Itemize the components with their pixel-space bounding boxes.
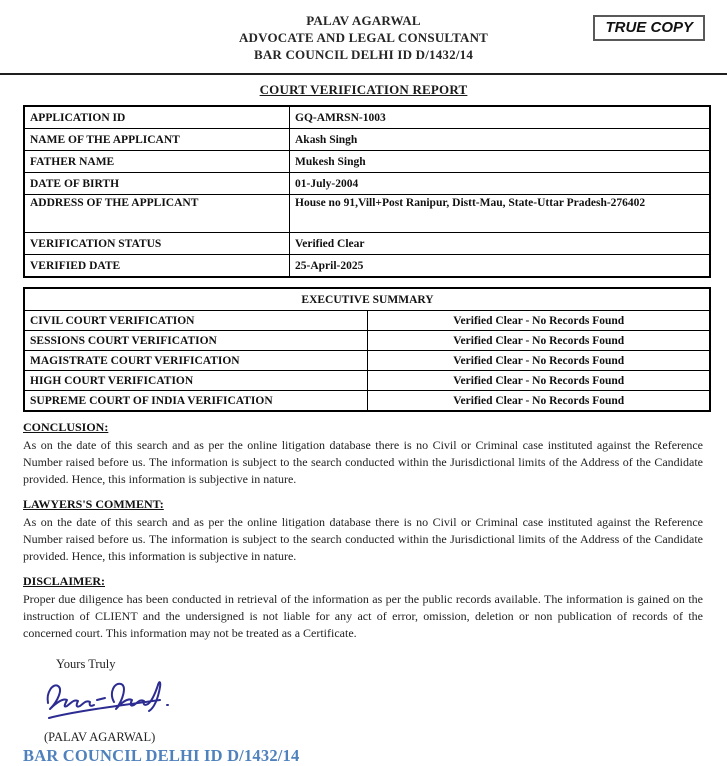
field-label: DATE OF BIRTH [24, 173, 290, 195]
court-label: SESSIONS COURT VERIFICATION [24, 331, 367, 351]
lawyers-comment-section [23, 497, 703, 565]
table-row [24, 195, 710, 233]
letterhead-name: PALAV AGARWAL [306, 13, 421, 28]
field-label: NAME OF THE APPLICANT [24, 129, 290, 151]
field-value: House no 91,Vill+Post Ranipur, Distt-Mau, State-Uttar Pradesh-276402 [290, 195, 711, 233]
section-heading: CONCLUSION: [23, 420, 109, 434]
narrative-sections [23, 420, 703, 642]
table-row [24, 255, 710, 278]
field-value: Mukesh Singh [290, 151, 711, 173]
court-result: Verified Clear - No Records Found [367, 351, 710, 371]
court-label: SUPREME COURT OF INDIA VERIFICATION [24, 391, 367, 412]
field-value: Akash Singh [290, 129, 711, 151]
letterhead-divider [0, 73, 727, 75]
court-label: MAGISTRATE COURT VERIFICATION [24, 351, 367, 371]
letterhead-bar-id: BAR COUNCIL DELHI ID D/1432/14 [253, 47, 474, 62]
executive-summary-title: EXECUTIVE SUMMARY [24, 288, 710, 311]
section-body: As on the date of this search and as per the online litigation database there is no Civil or Criminal case instituted against the Reference Number raised before us. The information is subject to the search conducted within the Jurisdictional limits of the Address of the Candidate provided. Hence, this information is subjective in nature. [23, 438, 703, 486]
table-row [24, 233, 710, 255]
salutation: Yours Truly [56, 657, 116, 671]
applicant-details-table [23, 105, 711, 278]
table-row [24, 331, 710, 351]
field-label: VERIFIED DATE [24, 255, 290, 278]
signature [36, 676, 727, 728]
executive-summary-header [24, 288, 710, 311]
table-row [24, 173, 710, 195]
court-label: CIVIL COURT VERIFICATION [24, 311, 367, 331]
conclusion-section [23, 420, 703, 488]
signature-ink-icon [36, 676, 186, 728]
court-label: HIGH COURT VERIFICATION [24, 371, 367, 391]
table-row [24, 106, 710, 129]
letterhead-subtitle: ADVOCATE AND LEGAL CONSULTANT [238, 30, 489, 45]
closing-bar-id: BAR COUNCIL DELHI ID D/1432/14 [23, 746, 300, 765]
field-label: VERIFICATION STATUS [24, 233, 290, 255]
field-value: 01-July-2004 [290, 173, 711, 195]
field-label: APPLICATION ID [24, 106, 290, 129]
signatory-name: (PALAV AGARWAL) [44, 730, 156, 744]
section-heading: DISCLAIMER: [23, 574, 106, 588]
court-result: Verified Clear - No Records Found [367, 371, 710, 391]
field-value: 25-April-2025 [290, 255, 711, 278]
disclaimer-section [23, 574, 703, 642]
table-row [24, 311, 710, 331]
table-row [24, 351, 710, 371]
court-result: Verified Clear - No Records Found [367, 311, 710, 331]
field-value: GQ-AMRSN-1003 [290, 106, 711, 129]
table-row [24, 129, 710, 151]
field-label: FATHER NAME [24, 151, 290, 173]
court-result: Verified Clear - No Records Found [367, 391, 710, 412]
executive-summary-table [23, 287, 711, 412]
field-value: Verified Clear [290, 233, 711, 255]
table-row [24, 151, 710, 173]
page-title: COURT VERIFICATION REPORT [259, 82, 468, 97]
section-body: Proper due diligence has been conducted in retrieval of the information as per the public records available. The information is gained on the instruction of CLIENT and the undersigned is not liable for any act of error, omission, deletion or non publication of records of the concerned court. This information may not be treated as a Certificate. [23, 592, 703, 640]
section-body: As on the date of this search and as per the online litigation database there is no Civil or Criminal case instituted against the Reference Number raised before us. The information is subject to the search conducted within the Jurisdictional limits of the Address of the Candidate provided. Hence, this information is subjective in nature. [23, 515, 703, 563]
court-result: Verified Clear - No Records Found [367, 331, 710, 351]
section-heading: LAWYERS'S COMMENT: [23, 497, 164, 511]
table-row [24, 391, 710, 412]
table-row [24, 371, 710, 391]
field-label: ADDRESS OF THE APPLICANT [24, 195, 290, 233]
true-copy-stamp: TRUE COPY [593, 15, 705, 41]
